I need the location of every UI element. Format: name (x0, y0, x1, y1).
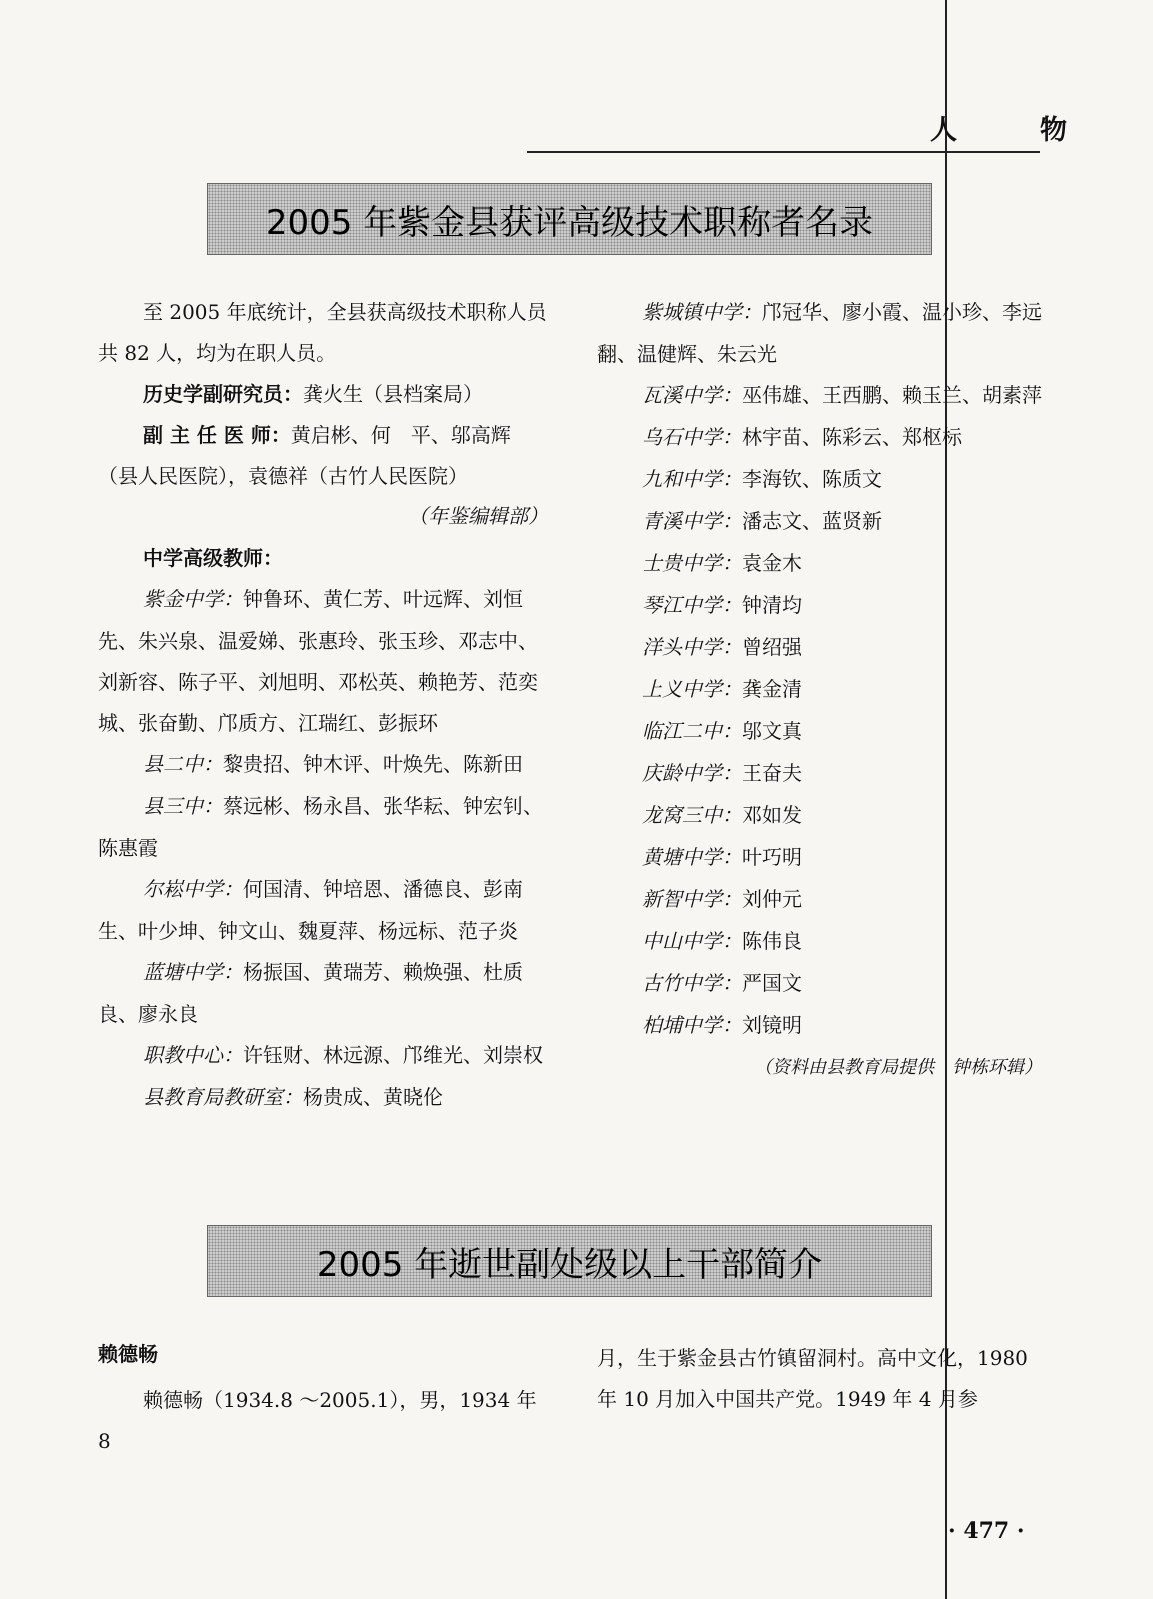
school-name: 新智中学： (642, 889, 742, 911)
school-entry (597, 669, 1042, 711)
header-rule (527, 151, 1040, 153)
school-name: 九和中学： (642, 469, 742, 491)
doctor-credit: （年鉴编辑部） (408, 506, 548, 528)
school-entry (98, 744, 548, 786)
school-teachers: 许钰财、林远源、邝维光、刘崇权 (243, 1043, 543, 1067)
school-entry (597, 837, 1042, 879)
school-entry (597, 963, 1042, 1005)
school-name: 尔崧中学： (143, 879, 243, 901)
title-1: 2005 年紫金县获评高级技术职称者名录 (265, 202, 874, 243)
school-teachers: 钟清均 (742, 593, 802, 617)
bio-paragraph-start: 赖德畅（1934.8 ～2005.1），男，1934 年 8 (98, 1388, 537, 1453)
school-teachers: 龚金清 (742, 677, 802, 701)
school-entry (597, 627, 1042, 669)
school-name: 庆龄中学： (642, 763, 742, 785)
bio-text-left (98, 1380, 548, 1462)
school-name: 洋头中学： (642, 637, 742, 659)
school-teachers: 袁金木 (742, 551, 802, 575)
school-entry (597, 711, 1042, 753)
school-teachers: 刘镜明 (742, 1013, 802, 1037)
school-entry (98, 1077, 548, 1119)
doctor-label: 副 主 任 医 师： (143, 423, 291, 447)
school-entry (597, 459, 1042, 501)
school-entry (597, 543, 1042, 585)
doctor-entry (98, 415, 548, 497)
school-name: 紫城镇中学： (642, 302, 762, 324)
school-name: 职教中心： (143, 1045, 243, 1067)
school-name: 上义中学： (642, 679, 742, 701)
school-teachers: 何国清、钟培恩、潘德良、彭南生、叶少坤、钟文山、魏夏萍、杨远标、范子炎 (98, 877, 523, 943)
school-teachers: 潘志文、蓝贤新 (742, 509, 882, 533)
school-entry (597, 879, 1042, 921)
title-banner-1 (207, 183, 932, 255)
bio-name: 赖德畅 (98, 1342, 158, 1366)
school-teachers: 巫伟雄、王西鹏、赖玉兰、胡素萍 (742, 383, 1042, 407)
school-entry (597, 753, 1042, 795)
page-number: · 477 · (948, 1518, 1025, 1544)
school-teachers: 邓如发 (742, 803, 802, 827)
school-entry (98, 1035, 548, 1077)
school-name: 瓦溪中学： (642, 385, 742, 407)
history-label: 历史学副研究员： (143, 382, 303, 406)
school-entry (98, 869, 548, 952)
school-teachers: 李海钦、陈质文 (742, 467, 882, 491)
school-name: 黄塘中学： (642, 847, 742, 869)
school-name: 蓝塘中学： (143, 962, 243, 984)
school-name: 柏埔中学： (642, 1015, 742, 1037)
school-teachers: 叶巧明 (742, 845, 802, 869)
school-name: 临江二中： (642, 721, 742, 743)
school-name: 县三中： (143, 796, 223, 818)
school-teachers: 王奋夫 (742, 761, 802, 785)
school-name: 乌石中学： (642, 427, 742, 449)
school-teachers: 邬文真 (742, 719, 802, 743)
school-teachers: 杨贵成、黄晓伦 (303, 1085, 443, 1109)
school-teachers: 杨振国、黄瑞芳、赖焕强、杜质良、廖永良 (98, 960, 523, 1026)
school-name: 县二中： (143, 754, 223, 776)
doctor-text: 黄启彬、何 平、邬高辉（县人民医院），袁德祥（古竹人民医院） (98, 423, 511, 488)
left-column (98, 292, 548, 1119)
school-entry (98, 952, 548, 1035)
history-entry (98, 374, 548, 415)
school-teachers: 林宇苗、陈彩云、郑枢标 (742, 425, 962, 449)
school-entry (597, 375, 1042, 417)
title-2: 2005 年逝世副处级以上干部简介 (316, 1244, 823, 1285)
school-entry (597, 292, 1042, 375)
school-entry (98, 786, 548, 869)
school-entry (597, 501, 1042, 543)
school-name: 青溪中学： (642, 511, 742, 533)
school-teachers: 刘仲元 (742, 887, 802, 911)
school-teachers: 钟鲁环、黄仁芳、叶远辉、刘恒先、朱兴泉、温爱娣、张惠玲、张玉珍、邓志中、刘新容、陈子平、刘旭明、邓松英、赖艳芳、范奕城、张奋勤、邝质方、江瑞红、彭振环 (98, 587, 538, 735)
school-teachers: 邝冠华、廖小霞、温小珍、李远翻、温健辉、朱云光 (597, 300, 1042, 366)
school-entry (597, 417, 1042, 459)
school-teachers: 黎贵招、钟木评、叶焕先、陈新田 (223, 752, 523, 776)
school-name: 紫金中学： (143, 589, 243, 611)
bio-text-right: 月，生于紫金县古竹镇留洞村。高中文化，1980 年 10 月加入中国共产党。1949 年 4 月参 (597, 1346, 1028, 1411)
school-teachers: 曾绍强 (742, 635, 802, 659)
school-name: 县教育局教研室： (143, 1087, 303, 1109)
school-name: 龙窝三中： (642, 805, 742, 827)
school-entry (597, 921, 1042, 963)
title-banner-2 (207, 1225, 932, 1297)
school-entry (597, 795, 1042, 837)
school-teachers: 蔡远彬、杨永昌、张华耘、钟宏钊、陈惠霞 (98, 794, 543, 860)
intro-paragraph: 至 2005 年底统计，全县获高级技术职称人员共 82 人，均为在职人员。 (98, 300, 547, 365)
school-entry (597, 585, 1042, 627)
section-header: 人 物 (930, 115, 1095, 146)
school-name: 古竹中学： (642, 973, 742, 995)
school-name: 琴江中学： (642, 595, 742, 617)
source-note: （资料由县教育局提供 钟栋环辑） (754, 1057, 1042, 1077)
school-entry (597, 1005, 1042, 1047)
school-teachers: 严国文 (742, 971, 802, 995)
school-name: 士贵中学： (642, 553, 742, 575)
teacher-label: 中学高级教师： (143, 546, 283, 570)
school-name: 中山中学： (642, 931, 742, 953)
school-entry (98, 579, 548, 744)
school-teachers: 陈伟良 (742, 929, 802, 953)
right-column (597, 292, 1042, 1088)
history-text: 龚火生（县档案局） (303, 382, 483, 406)
